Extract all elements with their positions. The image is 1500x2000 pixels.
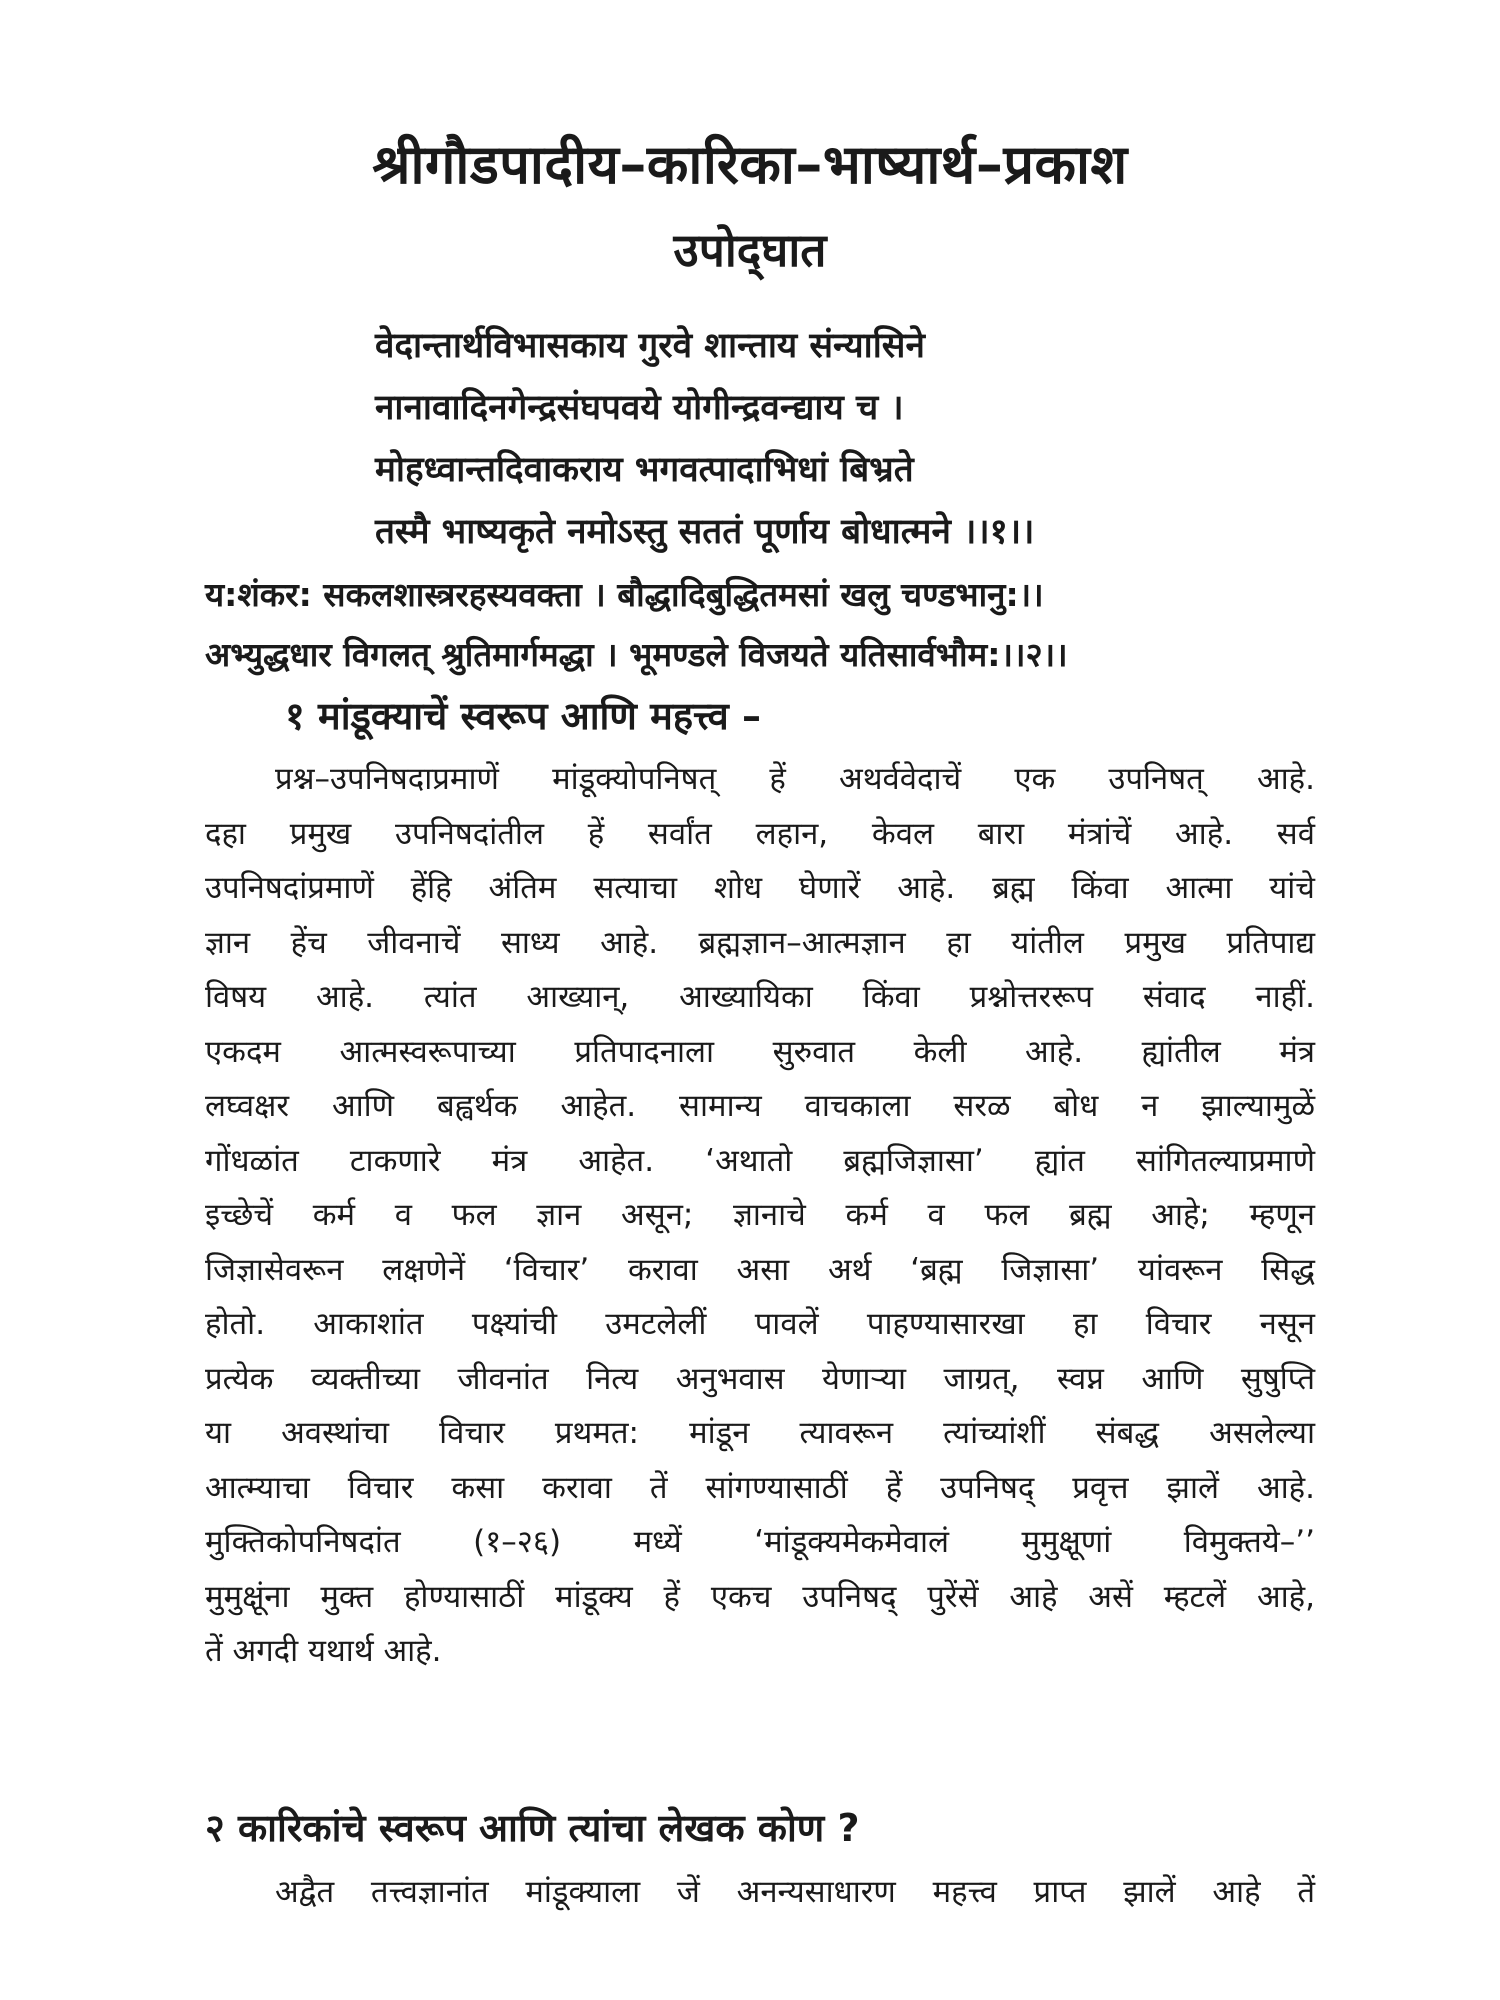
section-1-heading: १ मांडूक्याचें स्वरूप आणि महत्त्व – [285,694,762,738]
paragraph-line: उपनिषदांप्रमाणें हेंहि अंतिम सत्याचा शोध घेणारें आहे. ब्रह्म किंवा आत्मा यांचे [205,870,1315,906]
shloka-line: अभ्युद्धधार विगलत्‌ श्रुतिमार्गमद्धा । भूमण्डले विजयते यतिसार्वभौम:।।२।। [205,635,1068,674]
paragraph-line: प्रश्न–उपनिषदाप्रमाणें मांडूक्योपनिषत्‌ हें अथर्ववेदाचें एक उपनिषत्‌ आहे. [275,761,1315,797]
paragraph-line: विषय आहे. त्यांत आख्यान्‌, आख्यायिका किंवा प्रश्नोत्तररूप संवाद नाहीं. [205,979,1315,1015]
verse-line: तस्मै भाष्यकृते नमोऽस्तु सततं पूर्णाय बोधात्मने ।।१।। [375,512,1035,552]
paragraph-line: या अवस्थांचा विचार प्रथमत: मांडून त्यावरून त्यांच्यांशीं संबद्ध असलेल्या [205,1415,1315,1451]
paragraph-line: मुमुक्षूंना मुक्त होण्यासाठीं मांडूक्य हें एकच उपनिषद्‌ पुरेंसें आहे असें म्हटलें आहे, [205,1578,1315,1615]
paragraph-line: एकदम आत्मस्वरूपाच्या प्रतिपादनाला सुरुवात केली आहे. ह्यांतील मंत्र [205,1033,1315,1070]
paragraph-line: होतो. आकाशांत पक्ष्यांची उमटलेलीं पावलें पाहण्यासारखा हा विचार नसून [205,1306,1315,1342]
paragraph-line: आत्म्याचा विचार कसा करावा तें सांगण्यासाठीं हें उपनिषद्‌ प्रवृत्त झालें आहे. [205,1469,1315,1506]
paragraph-line: इच्छेचें कर्म व फल ज्ञान असून; ज्ञानाचे कर्म व फल ब्रह्म आहे; म्हणून [205,1197,1315,1233]
verse-line: वेदान्तार्थविभासकाय गुरवे शान्ताय संन्यासिने [375,326,925,366]
section-2-heading: २ कारिकांचे स्वरूप आणि त्यांचा लेखक कोण ? [205,1806,860,1850]
section-1-body [205,752,1315,1679]
paragraph-line: दहा प्रमुख उपनिषदांतील हें सर्वांत लहान, केवल बारा मंत्रांचें आहे. सर्व [205,815,1315,852]
page-title: श्रीगौडपादीय–कारिका–भाष्यार्थ–प्रकाश [372,133,1128,196]
paragraph-line: गोंधळांत टाकणारे मंत्र आहेत. ‘अथातो ब्रह्मजिज्ञासा’ ह्यांत सांगितल्याप्रमाणे [205,1142,1315,1179]
verse-line: मोहध्वान्तदिवाकराय भगवत्पादाभिधां बिभ्रते [375,450,914,490]
verse-line: नानावादिनगेन्द्रसंघपवये योगीन्द्रवन्द्याय च । [375,388,904,428]
paragraph-line: प्रत्येक व्यक्तीच्या जीवनांत नित्य अनुभवास येणाऱ्या जाग्रत्‌, स्वप्न आणि सुषुप्ति [205,1360,1315,1397]
shloka-line: य:शंकर: सकलशास्त्ररहस्यवक्ता । बौद्धादिबुद्धितमसां खलु चण्डभानु:।। [205,575,1044,614]
page-subtitle: उपोद्‌घात [673,223,827,277]
paragraph-line: तें अगदी यथार्थ आहे. [205,1633,442,1669]
paragraph-line: मुक्तिकोपनिषदांत (१–२६) मध्यें ‘मांडूक्यमेकमेवालं मुमुक्षूणां विमुक्तये–’’ [205,1524,1315,1560]
paragraph-line: ज्ञान हेंच जीवनाचें साध्य आहे. ब्रह्मज्ञान–आत्मज्ञान हा यांतील प्रमुख प्रतिपाद्य [205,924,1315,961]
paragraph-line: जिज्ञासेवरून लक्षणेनें ‘विचार’ करावा असा अर्थ ‘ब्रह्म जिज्ञासा’ यांवरून सिद्ध [205,1251,1315,1288]
invocation-verse [375,315,1335,563]
paragraph-line: लघ्वक्षर आणि बह्वर्थक आहेत. सामान्य वाचकाला सरळ बोध न झाल्यामुळें [205,1088,1315,1124]
shankara-shloka [205,565,1325,685]
section-2-first-line: अद्वैत तत्त्वज्ञानांत मांडूक्याला जें अनन्यसाधारण महत्त्व प्राप्त झालें आहे तें [275,1874,1315,1910]
